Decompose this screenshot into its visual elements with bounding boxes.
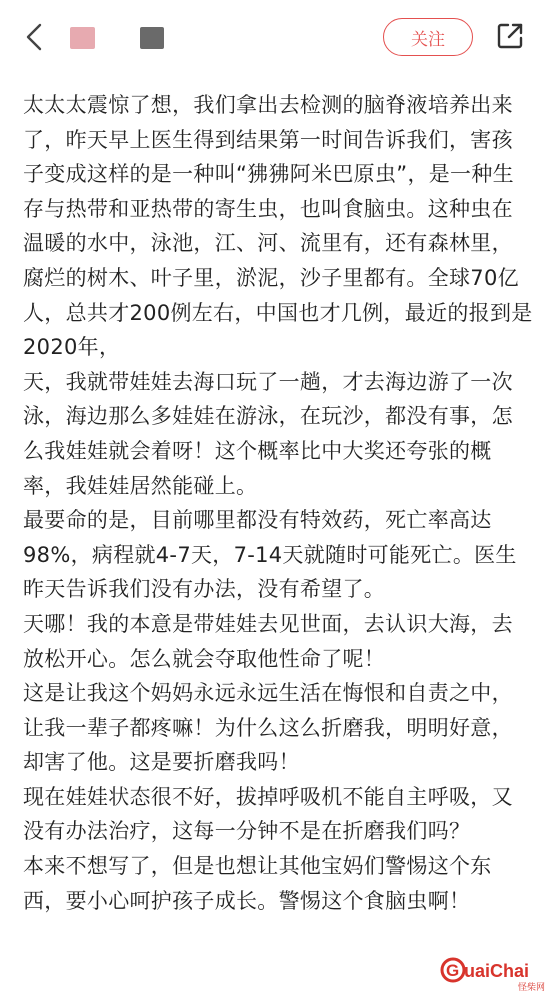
svg-text:G: G [446,961,460,980]
follow-label: 关注 [411,29,445,50]
back-button[interactable] [18,20,50,54]
watermark-logo [440,950,548,994]
avatar-blurred[interactable] [70,27,95,49]
svg-text:uaiChai: uaiChai [464,961,530,981]
author-name-blurred[interactable] [140,27,164,49]
chevron-left-icon [24,22,44,52]
top-bar [0,0,550,76]
svg-text:怪柴网: 怪柴网 [518,983,546,993]
share-button[interactable] [494,20,526,52]
paragraph: 最要命的是，目前哪里都没有特效药，死亡率高达98%，病程就4-7天，7-14天就随时可能死亡。医生昨天告诉我们没有办法，没有希望了。 [23,508,517,602]
note-content [23,88,533,918]
paragraph: 这是让我这个妈妈永远永远生活在悔恨和自责之中，让我一辈子都疼嘛！为什么这么折磨我，明明好意，却害了他。这是要折磨我吗！ [23,681,513,775]
share-external-icon [495,21,525,51]
paragraph: 现在娃娃状态很不好，拔掉呼吸机不能自主呼吸，又没有办法治疗，这每一分钟不是在折磨我们吗？ [23,784,513,844]
paragraph: 本来不想写了，但是也想让其他宝妈们警惕这个东西，要小心呵护孩子成长。警惕这个食脑虫啊！ [23,854,492,913]
paragraph: 天哪！我的本意是带娃娃去见世面，去认识大海，去放松开心。怎么就会夺取他性命了呢！ [23,611,513,671]
follow-button[interactable] [383,18,473,56]
paragraph: 天，我就带娃娃去海口玩了一趟，才去海边游了一次泳，海边那么多娃娃在游泳，在玩沙，都没有事，怎么我娃娃就会着呀！这个概率比中大奖还夸张的概率，我娃娃居然能碰上。 [23,369,513,498]
paragraph: 太太太震惊了想，我们拿出去检测的脑脊液培养出来了，昨天早上医生得到结果第一时间告诉我们，害孩子变成这样的是一种叫“狒狒阿米巴原虫”，是一种生存与热带和亚热带的寄生虫，也叫食脑虫。这种虫在温暖的水中，泳池，江、河、流里有，还有森林里，腐烂的树木、叶子里，淤泥，沙子里都有。全球70亿人，总共才200例左右，中国也才几例，最近的报到是2020年， [23,93,533,360]
